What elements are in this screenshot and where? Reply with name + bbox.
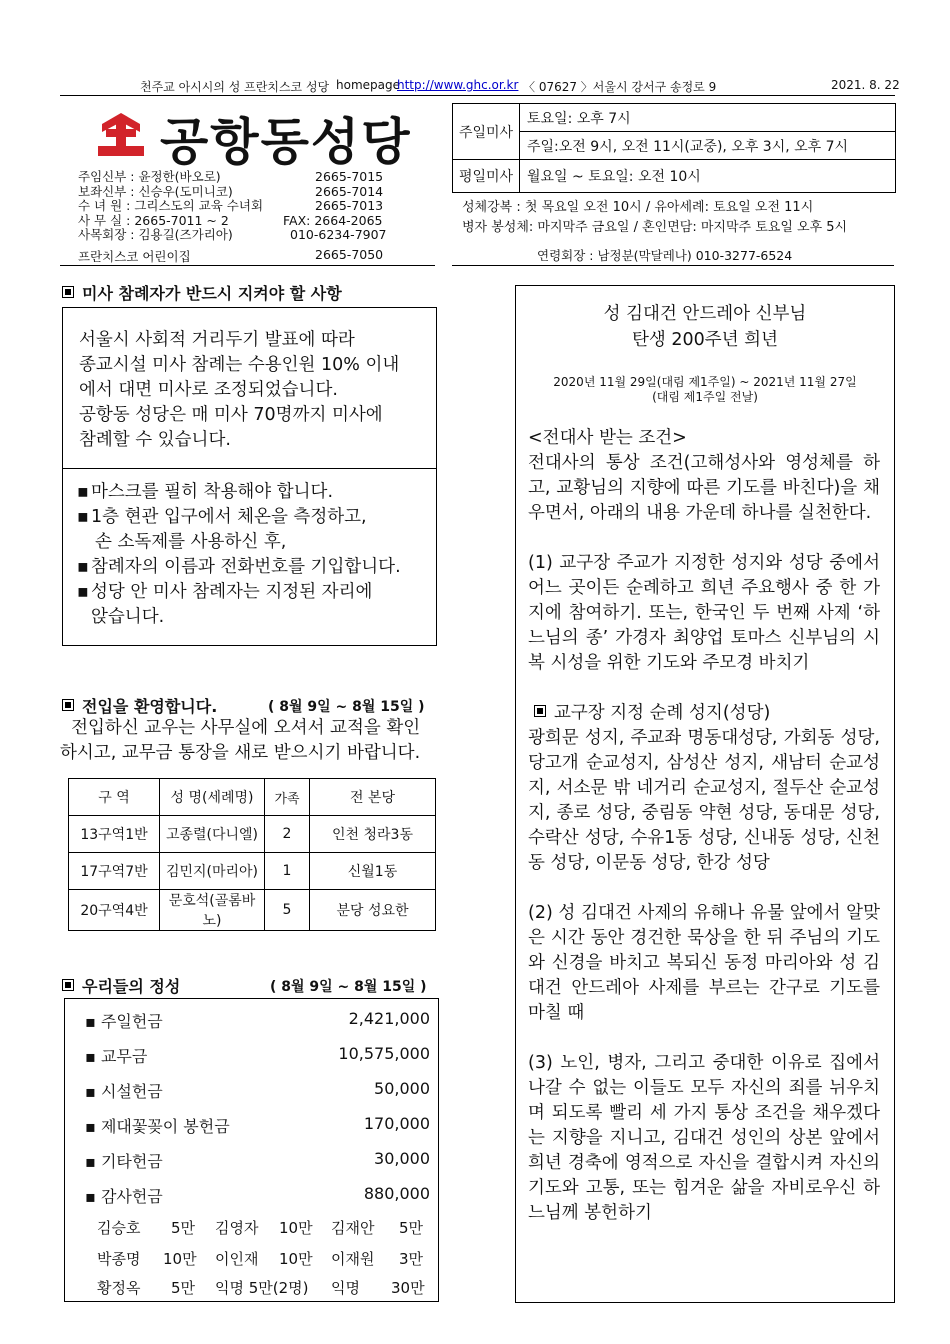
staff-directory	[78, 170, 408, 243]
donor-row	[97, 1248, 427, 1270]
notice-title: 미사 참례자가 반드시 지켜야 할 사항	[82, 284, 342, 303]
condition-item-3: (3) 노인, 병자, 그리고 중대한 이유로 집에서 나갈 수 없는 이들도 모두 자신의 죄를 뉘우치며 되도록 빨리 세 가지 통상 조건을 채우겠다는 지향을 지니고, 김대건 성인의 상본 앞에서 희년 경축에 영적으로 자신을 결합시켜 자신의 기도와 고통, 또는 힘겨운 삶을 자비로우신 하느님께 봉헌하기	[528, 1053, 880, 1223]
bullet-icon: ▪	[77, 507, 89, 527]
staff-phone: FAX: 2664-2065	[283, 212, 383, 228]
bullet-icon: ▪	[77, 482, 89, 502]
table-cell: 2	[265, 816, 310, 853]
table-cell: 인천 청라3동	[310, 816, 436, 853]
offering-amount: 30,000	[374, 1149, 430, 1168]
bullet-icon: ▪	[77, 557, 89, 577]
column-header: 성 명(세례명)	[160, 779, 265, 816]
rule-item	[75, 580, 430, 630]
notice-paragraph	[79, 328, 429, 453]
welcome-text	[60, 716, 440, 766]
rule-line: 마스크를 필히 착용해야 합니다.	[91, 482, 334, 502]
column-header: 구 역	[69, 779, 160, 816]
jubilee-period-note: (대림 제1주일 전날)	[652, 390, 758, 404]
staff-phone: 2665-7014	[315, 183, 384, 199]
donor-name: 익명	[331, 1279, 360, 1297]
table-cell: 신월1동	[310, 853, 436, 890]
column-header: 가족	[265, 779, 310, 816]
rule-line: 성당 안 미사 참례자는 지정된 자리에	[91, 582, 373, 602]
donor-row	[97, 1277, 427, 1299]
homepage-label: homepage	[336, 78, 400, 92]
jubilee-subtitle: 탄생 200주년 희년	[632, 330, 778, 350]
sites-heading	[528, 701, 880, 726]
welcome-heading	[62, 694, 217, 717]
notice-heading	[62, 281, 342, 304]
offering-amount: 2,421,000	[348, 1009, 430, 1028]
offering-amount: 170,000	[363, 1114, 430, 1133]
kindergarten-row	[78, 247, 408, 263]
staff-phone: 010-6234-7907	[290, 227, 387, 242]
rule-item	[75, 480, 430, 505]
condition-item-2: (2) 성 김대건 사제의 유해나 유물 앞에서 알맞은 시간 동안 경건한 묵상을 한 뒤 주님의 기도와 신경을 바치고 복되신 동정 마리아와 성 김대건 안드레아 사제를 부르는 간구로 기도를 마칠 때	[528, 903, 880, 1023]
table-header-row	[69, 779, 436, 816]
notice-box	[62, 307, 437, 646]
offering-label: 주일헌금	[100, 1012, 163, 1031]
table-cell: 문호석(골롬바노)	[160, 890, 265, 931]
table-cell: 20구역4반	[69, 890, 160, 931]
sacrament-info	[462, 198, 847, 238]
offering-row	[85, 1149, 430, 1173]
rule-item	[75, 555, 430, 580]
offerings-box	[64, 998, 439, 1302]
staff-role: 사목회장 : 김용길(즈가리아)	[78, 227, 233, 242]
weekday-mass-label: 평일미사	[453, 160, 520, 192]
sites-title: 교구장 지정 순례 성지(성당)	[554, 703, 771, 723]
conditions-text: 전대사의 통상 조건(고해성사와 영성체를 하고, 교황님의 지향에 따른 기도를 바친다)을 채우면서, 아래의 내용 가운데 하나를 실천한다.	[528, 453, 880, 523]
offering-amount: 880,000	[363, 1184, 430, 1203]
bullet-icon: ▪	[85, 1047, 96, 1066]
sacrament-line: 성체강복 : 첫 목요일 오전 10시 / 유아세례: 토요일 오전 11시	[462, 200, 814, 215]
offerings-title: 우리들의 정성	[82, 977, 181, 996]
funeral-union-contact: 연령회장 : 남정분(막달레나) 010-3277-6524	[537, 248, 793, 263]
brand-title: 공항동성당	[160, 113, 412, 171]
jubilee-title: 성 김대건 안드레아 신부님	[603, 304, 807, 324]
donor-amount: 5만	[171, 1219, 196, 1237]
table-cell: 5	[265, 890, 310, 931]
header-rule	[60, 95, 895, 96]
donor-amount: 30만	[391, 1279, 425, 1297]
staff-phone: 2665-7013	[315, 198, 384, 213]
kindergarten-phone: 2665-7050	[315, 247, 384, 262]
conditions-title: <전대사 받는 조건>	[528, 428, 687, 448]
square-bullet-icon	[534, 705, 546, 717]
jubilee-period: 2020년 11월 29일(대림 제1주일) ~ 2021년 11월 27일	[553, 375, 857, 389]
bullet-icon: ▪	[85, 1187, 96, 1206]
donor-name: 김영자	[215, 1219, 259, 1237]
weekday-mass: 월요일 ~ 토요일: 오전 10시	[527, 169, 701, 185]
homepage-link[interactable]: http://www.ghc.or.kr	[397, 78, 519, 92]
notice-line: 공항동 성당은 매 미사 70명까지 미사에	[79, 405, 383, 425]
rule-line: 1층 현관 입구에서 체온을 측정하고,	[91, 507, 367, 527]
square-bullet-icon	[62, 286, 74, 298]
staff-role: 보좌신부 : 신승우(도미니코)	[78, 183, 233, 199]
staff-row	[78, 228, 408, 243]
table-cell: 17구역7반	[69, 853, 160, 890]
kindergarten-name: 프란치스코 어린이집	[78, 249, 191, 264]
table-row	[69, 890, 436, 931]
donor-name: 황정옥	[97, 1279, 141, 1297]
offering-row	[85, 1184, 430, 1208]
square-bullet-icon	[62, 699, 74, 711]
donor-name: 이재원	[331, 1250, 375, 1268]
header-right-rule	[452, 265, 894, 266]
donor-amount: 10만	[279, 1250, 313, 1268]
parish-logo-icon	[92, 110, 150, 158]
donor-amount: 5만	[399, 1219, 424, 1237]
address: 〈 07627 〉서울시 강서구 송정로 9	[523, 80, 717, 94]
mass-schedule-table	[452, 103, 896, 193]
donor-amount: 5만	[171, 1279, 196, 1297]
bullet-icon: ▪	[85, 1152, 96, 1171]
welcome-title: 전입을 환영합니다.	[82, 697, 218, 716]
donor-row	[97, 1217, 427, 1239]
condition-item-1: (1) 교구장 주교가 지정한 성지와 성당 중에서 어느 곳이든 순례하고 희년 주요행사 중 한 가지에 참여하기. 또는, 한국인 두 번째 사제 ‘하느님의 종’ 가경자 최양업 토마스 신부님의 시복 시성을 위한 기도와 주모경 바치기	[528, 553, 880, 673]
bullet-icon: ▪	[85, 1082, 96, 1101]
table-row	[69, 853, 436, 890]
notice-line: 종교시설 미사 참례는 수용인원 10% 이내	[79, 355, 400, 375]
staff-role: 수 녀 원 : 그리스도의 교육 수녀회	[78, 198, 264, 213]
jubilee-body	[528, 426, 880, 1226]
bulletin-date: 2021. 8. 22	[831, 78, 900, 92]
rule-item	[75, 505, 430, 555]
sacrament-line: 병자 봉성체: 마지막주 금요일 / 혼인면담: 마지막주 토요일 오후 5시	[462, 220, 848, 235]
staff-role: 사 무 실 : 2665-7011 ~ 2	[78, 212, 229, 228]
saturday-mass: 토요일: 오후 7시	[527, 110, 631, 127]
bullet-icon: ▪	[85, 1117, 96, 1136]
offering-row	[85, 1079, 430, 1103]
staff-phone: 2665-7015	[315, 169, 384, 184]
donor-amount: 10만	[163, 1250, 197, 1268]
jubilee-box	[515, 285, 895, 1303]
bullet-icon: ▪	[77, 582, 89, 602]
welcome-period: ( 8월 9일 ~ 8월 15일 )	[268, 699, 425, 715]
offerings-heading	[62, 974, 180, 997]
rule-line: 손 소독제를 사용하신 후,	[95, 532, 287, 552]
column-header: 전 본당	[310, 779, 436, 816]
notice-line: 서울시 사회적 거리두기 발표에 따라	[79, 330, 355, 350]
table-cell: 김민지(마리아)	[160, 853, 265, 890]
welcome-line: 하시고, 교무금 통장을 새로 받으시기 바랍니다.	[60, 743, 421, 763]
offering-amount: 50,000	[374, 1079, 430, 1098]
offering-label: 기타헌금	[100, 1152, 163, 1171]
sites-list: 광희문 성지, 주교좌 명동대성당, 가회동 성당, 당고개 순교성지, 삼성산 성지, 새남터 순교성지, 서소문 밖 네거리 순교성지, 절두산 순교성지, 종로 성당, 중림동 약현 성당, 동대문 성당, 수락산 성당, 수유1동 성당, 신내동 성당, 신천동 성당, 이문동 성당, 한강 성당	[528, 728, 880, 873]
table-row	[69, 816, 436, 853]
donor-name: 박종명	[97, 1250, 141, 1268]
rules-list	[75, 480, 430, 630]
notice-line: 에서 대면 미사로 조정되었습니다.	[79, 380, 338, 400]
square-bullet-icon	[62, 979, 74, 991]
rule-line: 앉습니다.	[91, 607, 165, 627]
offering-label: 감사헌금	[100, 1187, 163, 1206]
notice-line: 참례할 수 있습니다.	[79, 430, 231, 450]
table-cell: 1	[265, 853, 310, 890]
table-cell: 고종렬(다니엘)	[160, 816, 265, 853]
staff-row	[78, 170, 408, 185]
offering-row	[85, 1114, 430, 1138]
donor-name: 김재안	[331, 1219, 375, 1237]
table-cell: 분당 성요한	[310, 890, 436, 931]
donor-name: 익명 5만(2명)	[215, 1279, 309, 1297]
donor-amount: 10만	[279, 1219, 313, 1237]
table-cell: 13구역1반	[69, 816, 160, 853]
donor-name: 김승호	[97, 1219, 141, 1237]
staff-row	[78, 185, 408, 200]
rule-line: 참례자의 이름과 전화번호를 기입합니다.	[91, 557, 401, 577]
newcomers-table	[68, 778, 436, 931]
offering-row	[85, 1009, 430, 1033]
donor-amount: 3만	[399, 1250, 424, 1268]
bullet-icon: ▪	[85, 1012, 96, 1031]
offering-label: 교무금	[100, 1047, 148, 1066]
offering-label: 제대꽃꽂이 봉헌금	[100, 1117, 230, 1136]
staff-row	[78, 199, 408, 214]
staff-row	[78, 214, 408, 229]
welcome-line: 전입하신 교우는 사무실에 오셔서 교적을 확인	[60, 718, 421, 738]
notice-divider	[63, 468, 436, 469]
offering-label: 시설헌금	[100, 1082, 163, 1101]
sunday-mass-label: 주일미사	[453, 104, 520, 159]
parish-full-name: 천주교 아시시의 성 프란치스코 성당	[140, 80, 330, 94]
offerings-period: ( 8월 9일 ~ 8월 15일 )	[270, 979, 427, 995]
staff-role: 주임신부 : 윤정한(바오로)	[78, 169, 221, 184]
staff-rule	[60, 265, 435, 266]
offering-amount: 10,575,000	[338, 1044, 430, 1063]
sunday-mass: 주일:오전 9시, 오전 11시(교중), 오후 3시, 오후 7시	[527, 138, 849, 155]
offering-row	[85, 1044, 430, 1068]
donor-name: 이인재	[215, 1250, 259, 1268]
